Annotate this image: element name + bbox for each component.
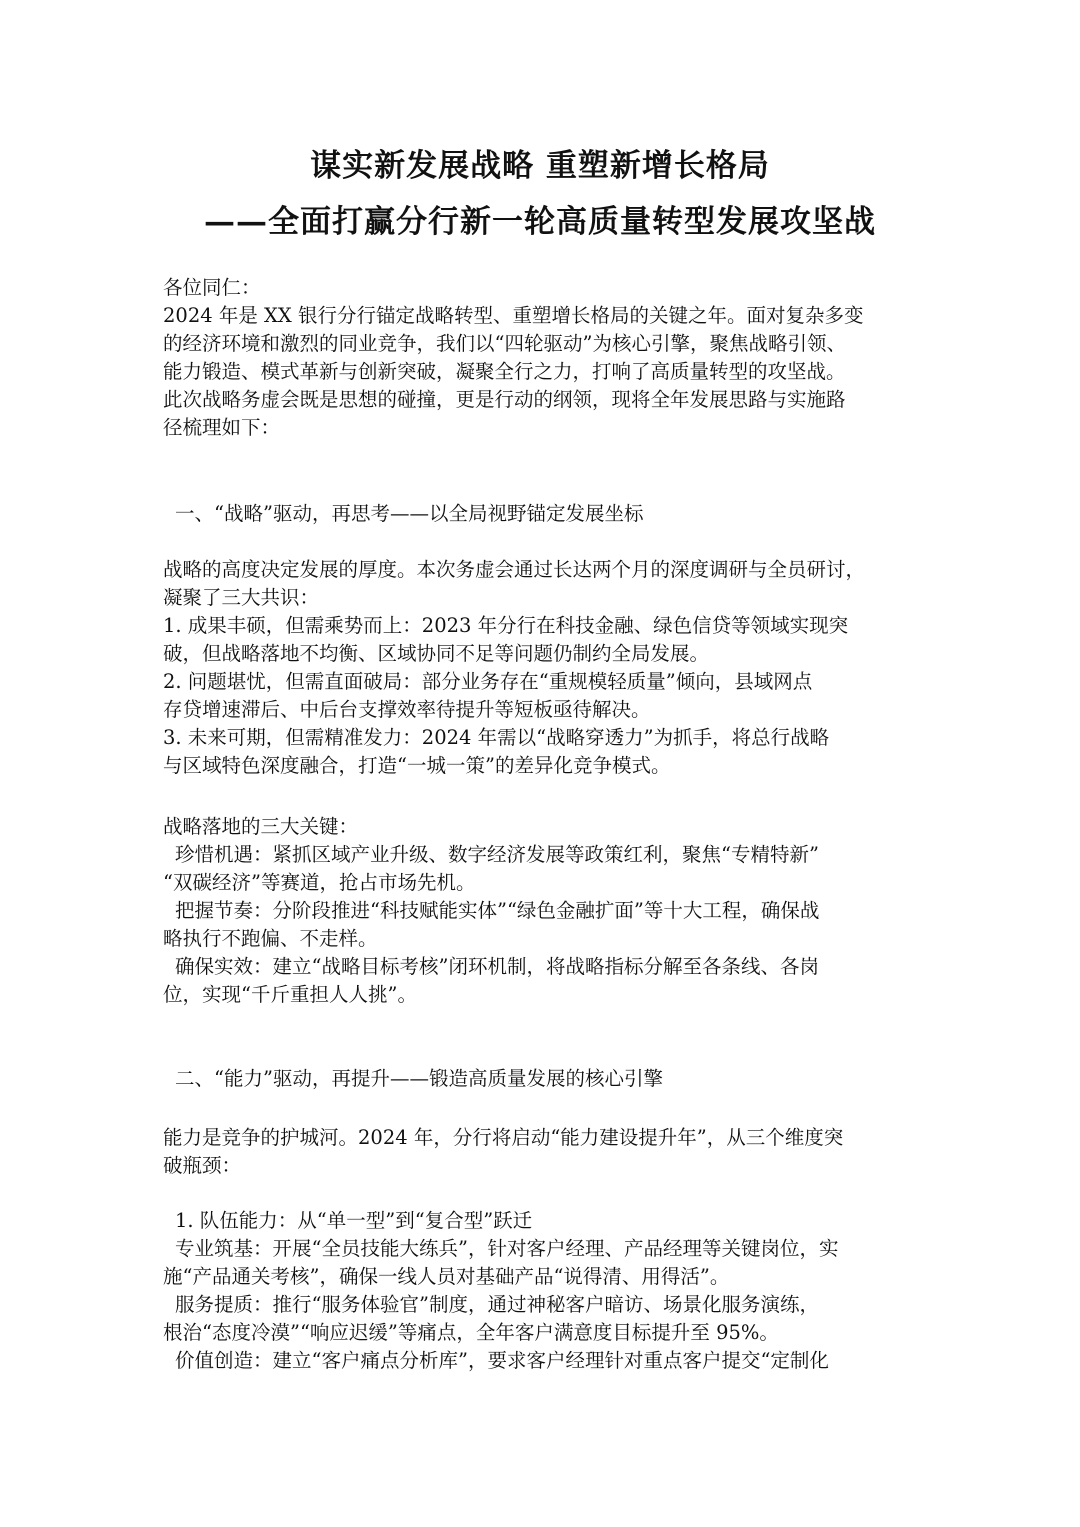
intro-line: 的经济环境和激烈的同业竞争，我们以“四轮驱动”为核心引擎，聚焦战略引领、 — [163, 332, 846, 355]
sub-heading: 1. 队伍能力：从“单一型”到“复合型”跃迁 — [175, 1209, 533, 1232]
list-item-line: 2. 问题堪忧，但需直面破局：部分业务存在“重规模轻质量”倾向，县域网点 — [163, 670, 813, 693]
section2-body — [163, 1124, 923, 1180]
key-line: 略执行不跑偏、不走样。 — [163, 927, 378, 950]
salutation: 各位同仁： — [163, 276, 261, 299]
list-item-line: 破，但战略落地不均衡、区域协同不足等问题仍制约全局发展。 — [163, 642, 710, 665]
section-heading: 一、“战略”驱动，再思考——以全局视野锚定发展坐标 — [175, 502, 644, 525]
item-line: 服务提质：推行“服务体验官”制度，通过神秘客户暗访、场景化服务演练， — [175, 1293, 819, 1316]
item-line: 根治“态度冷漠”“响应迟缓”等痛点，全年客户满意度目标提升至 95%。 — [163, 1321, 779, 1344]
section-heading: 二、“能力”驱动，再提升——锻造高质量发展的核心引擎 — [175, 1067, 663, 1090]
key-line: “双碳经济”等赛道，抢占市场先机。 — [163, 871, 476, 894]
keys-title: 战略落地的三大关键： — [163, 815, 359, 838]
document-title: 谋实新发展战略 重塑新增长格局 — [310, 148, 770, 184]
item-line: 价值创造：建立“客户痛点分析库”，要求客户经理针对重点客户提交“定制化 — [175, 1349, 829, 1372]
section1-keys — [163, 813, 923, 1009]
list-item-line: 3. 未来可期，但需精准发力：2024 年需以“战略穿透力”为抓手，将总行战略 — [163, 726, 830, 749]
intro-line: 此次战略务虚会既是思想的碰撞，更是行动的纲领，现将全年发展思路与实施路 — [163, 388, 846, 411]
document-subtitle: ——全面打赢分行新一轮高质量转型发展攻坚战 — [204, 204, 876, 240]
key-line: 位，实现“千斤重担人人挑”。 — [163, 983, 417, 1006]
intro-block — [163, 274, 923, 442]
key-line: 珍惜机遇：紧抓区域产业升级、数字经济发展等政策红利，聚焦“专精特新” — [175, 843, 819, 866]
list-item-line: 存贷增速滞后、中后台支撑效率待提升等短板亟待解决。 — [163, 698, 651, 721]
intro-line: 2024 年是 XX 银行分行锚定战略转型、重塑增长格局的关键之年。面对复杂多变 — [163, 304, 864, 327]
intro-line: 径梳理如下： — [163, 416, 281, 439]
list-item-line: 与区域特色深度融合，打造“一城一策”的差异化竞争模式。 — [163, 754, 671, 777]
item-line: 施“产品通关考核”，确保一线人员对基础产品“说得清、用得活”。 — [163, 1265, 730, 1288]
paragraph-line: 战略的高度决定发展的厚度。本次务虚会通过长达两个月的深度调研与全员研讨， — [163, 558, 866, 581]
paragraph-line: 破瓶颈： — [163, 1154, 242, 1177]
key-line: 确保实效：建立“战略目标考核”闭环机制，将战略指标分解至各条线、各岗 — [175, 955, 819, 978]
item-line: 专业筑基：开展“全员技能大练兵”，针对客户经理、产品经理等关键岗位，实 — [175, 1237, 839, 1260]
list-item-line: 1. 成果丰硕，但需乘势而上：2023 年分行在科技金融、绿色信贷等领域实现突 — [163, 614, 849, 637]
intro-line: 能力锻造、模式革新与创新突破，凝聚全行之力，打响了高质量转型的攻坚战。 — [163, 360, 846, 383]
paragraph-line: 能力是竞争的护城河。2024 年，分行将启动“能力建设提升年”，从三个维度突 — [163, 1126, 844, 1149]
section1-body — [163, 556, 923, 780]
section2-items — [163, 1207, 923, 1375]
section1-heading-block — [163, 500, 923, 528]
key-line: 把握节奏：分阶段推进“科技赋能实体”“绿色金融扩面”等十大工程，确保战 — [175, 899, 820, 922]
section2-heading-block — [163, 1065, 923, 1093]
paragraph-line: 凝聚了三大共识： — [163, 586, 320, 609]
